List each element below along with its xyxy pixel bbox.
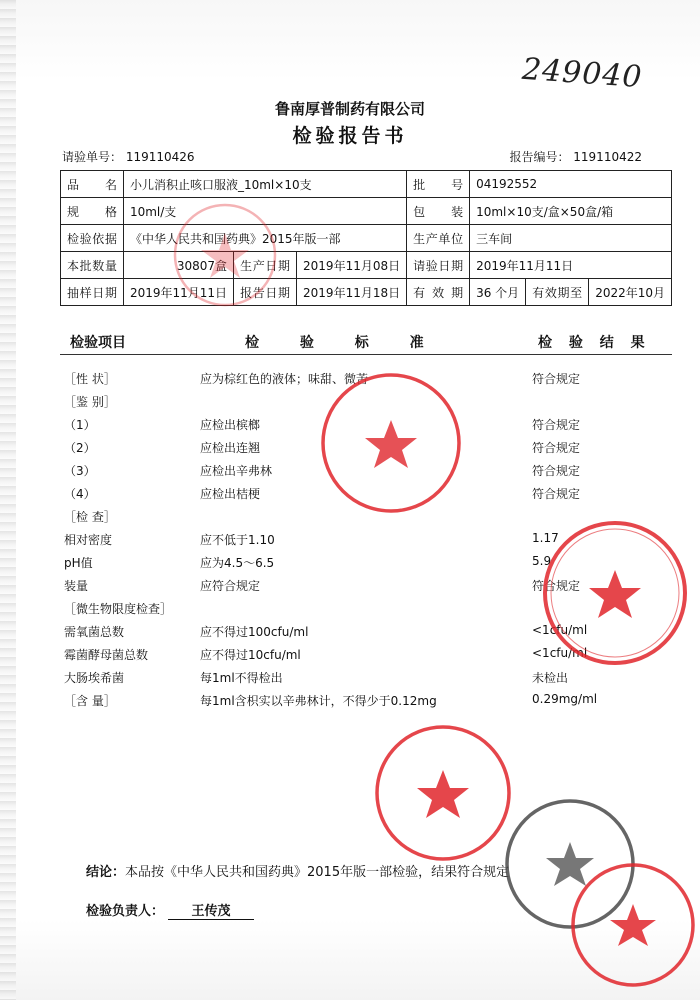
result-row — [0, 692, 700, 714]
row-standard: 应符合规定 — [200, 579, 261, 593]
row-standard: 应不低于1.10 — [200, 533, 275, 547]
request-number-label: 请验单号： — [62, 150, 123, 164]
info-row-name — [61, 171, 672, 198]
expiry-label: 有效期至 — [526, 279, 589, 306]
signer-name: 王传茂 — [168, 900, 254, 920]
report-date-value: 2019年11月18日 — [297, 279, 407, 306]
unit-label: 生产单位 — [407, 225, 470, 252]
name-label: 品 名 — [61, 171, 124, 198]
row-standard: 应检出桔梗 — [200, 487, 261, 501]
production-date-value: 2019年11月08日 — [297, 252, 407, 279]
package-label: 包 装 — [407, 198, 470, 225]
unit-value: 三车间 — [470, 225, 672, 252]
info-row-quantity — [61, 252, 672, 279]
row-item: （1） — [64, 418, 96, 432]
info-row-spec — [61, 198, 672, 225]
result-row — [0, 462, 700, 484]
row-item: ［检 查］ — [64, 510, 116, 524]
row-result: 1.17 — [532, 531, 559, 545]
conclusion-label: 结论： — [86, 865, 126, 880]
row-item: 相对密度 — [64, 533, 113, 547]
info-row-sampling — [61, 279, 672, 306]
row-standard: 应检出辛弗林 — [200, 464, 273, 478]
row-item: pH值 — [64, 556, 93, 570]
row-standard: 应检出连翘 — [200, 441, 261, 455]
basis-value: 《中华人民共和国药典》2015年版一部 — [123, 225, 406, 252]
result-row — [0, 508, 700, 530]
batch-label: 批 号 — [407, 171, 470, 198]
row-standard: 应不得过100cfu/ml — [200, 625, 309, 639]
row-standard: 应不得过10cfu/ml — [200, 648, 301, 662]
company-name: 鲁南厚普制药有限公司 — [274, 100, 425, 118]
result-row — [0, 485, 700, 507]
result-row — [0, 646, 700, 668]
request-date-label: 请验日期 — [407, 252, 470, 279]
result-row — [0, 439, 700, 461]
results-header-standard: 检 验 标 准 — [245, 335, 442, 351]
row-standard: 应为棕红色的液体；味甜、微苦 — [200, 372, 369, 386]
row-result: 符合规定 — [532, 487, 581, 501]
sampling-date-label: 抽样日期 — [61, 279, 124, 306]
row-standard: 每1ml不得检出 — [200, 671, 283, 685]
jiuzhoutong-qc-stamp — [372, 722, 514, 864]
row-result: <1cfu/ml — [532, 623, 588, 637]
expiry-value: 2022年10月 — [589, 279, 672, 306]
handwritten-number: 249040 — [520, 51, 644, 96]
row-result: <1cfu/ml — [532, 646, 588, 660]
report-title: 检验报告书 — [292, 125, 408, 147]
basis-label: 检验依据 — [61, 225, 124, 252]
conclusion — [86, 861, 509, 880]
product-info-table — [60, 170, 672, 306]
result-row — [0, 393, 700, 415]
report-number — [509, 148, 642, 165]
results-header-result: 检 验 结 果 — [538, 335, 651, 351]
row-result: 未检出 — [532, 671, 569, 685]
row-item: 装量 — [64, 579, 89, 593]
quantity-label: 本批数量 — [61, 252, 124, 279]
package-value: 10ml×10支/盒×50盒/箱 — [470, 198, 672, 225]
info-row-basis — [61, 225, 672, 252]
row-result: 符合规定 — [532, 372, 581, 386]
row-item: ［微生物限度检查］ — [64, 602, 173, 616]
result-row — [0, 416, 700, 438]
row-standard: 每1ml含枳实以辛弗林计，不得少于0.12mg — [200, 694, 437, 708]
validity-value: 36 个月 — [470, 279, 526, 306]
result-row — [0, 669, 700, 691]
quantity-value: 30807盒 — [123, 252, 233, 279]
result-row — [0, 370, 700, 392]
request-date-value: 2019年11月11日 — [470, 252, 672, 279]
row-result: 5.9 — [532, 554, 552, 568]
row-standard: 应为4.5～6.5 — [200, 556, 275, 570]
signer-label: 检验负责人： — [86, 904, 165, 919]
row-result: 符合规定 — [532, 418, 581, 432]
sampling-date-value: 2019年11月11日 — [123, 279, 233, 306]
row-item: （2） — [64, 441, 96, 455]
row-item: ［性 状］ — [64, 372, 116, 386]
conclusion-text: 本品按《中华人民共和国药典》2015年版一部检验，结果符合规定 — [125, 865, 510, 880]
qc-dedicated-stamp — [568, 860, 698, 990]
request-number — [62, 148, 195, 165]
name-value: 小儿消积止咳口服液_10ml×10支 — [123, 171, 406, 198]
row-item: ［鉴 别］ — [64, 395, 116, 409]
validity-label: 有 效 期 — [407, 279, 470, 306]
row-item: （3） — [64, 464, 96, 478]
results-header-item: 检验项目 — [70, 335, 126, 351]
row-result: 符合规定 — [532, 464, 581, 478]
spec-value: 10ml/支 — [123, 198, 406, 225]
row-result: 0.29mg/ml — [532, 692, 598, 706]
report-date-label: 报告日期 — [234, 279, 297, 306]
result-row — [0, 531, 700, 553]
row-item: 大肠埃希菌 — [64, 671, 125, 685]
row-item: ［含 量］ — [64, 694, 116, 708]
production-date-label: 生产日期 — [234, 252, 297, 279]
report-number-value: 119110422 — [573, 150, 642, 164]
row-item: （4） — [64, 487, 96, 501]
batch-value: 04192552 — [470, 171, 672, 198]
row-result: 符合规定 — [532, 441, 581, 455]
header-divider — [60, 354, 672, 355]
row-item: 需氧菌总数 — [64, 625, 125, 639]
spec-label: 规 格 — [61, 198, 124, 225]
lunan-houpu-inspection-stamp — [502, 796, 638, 932]
signer-line — [86, 900, 254, 920]
report-number-label: 报告编号： — [509, 150, 570, 164]
row-result: 符合规定 — [532, 579, 581, 593]
result-row — [0, 554, 700, 576]
result-row — [0, 577, 700, 599]
row-item: 霉菌酵母菌总数 — [64, 648, 149, 662]
result-row — [0, 600, 700, 622]
result-row — [0, 623, 700, 645]
request-number-value: 119110426 — [125, 150, 195, 164]
row-standard: 应检出槟榔 — [200, 418, 261, 432]
